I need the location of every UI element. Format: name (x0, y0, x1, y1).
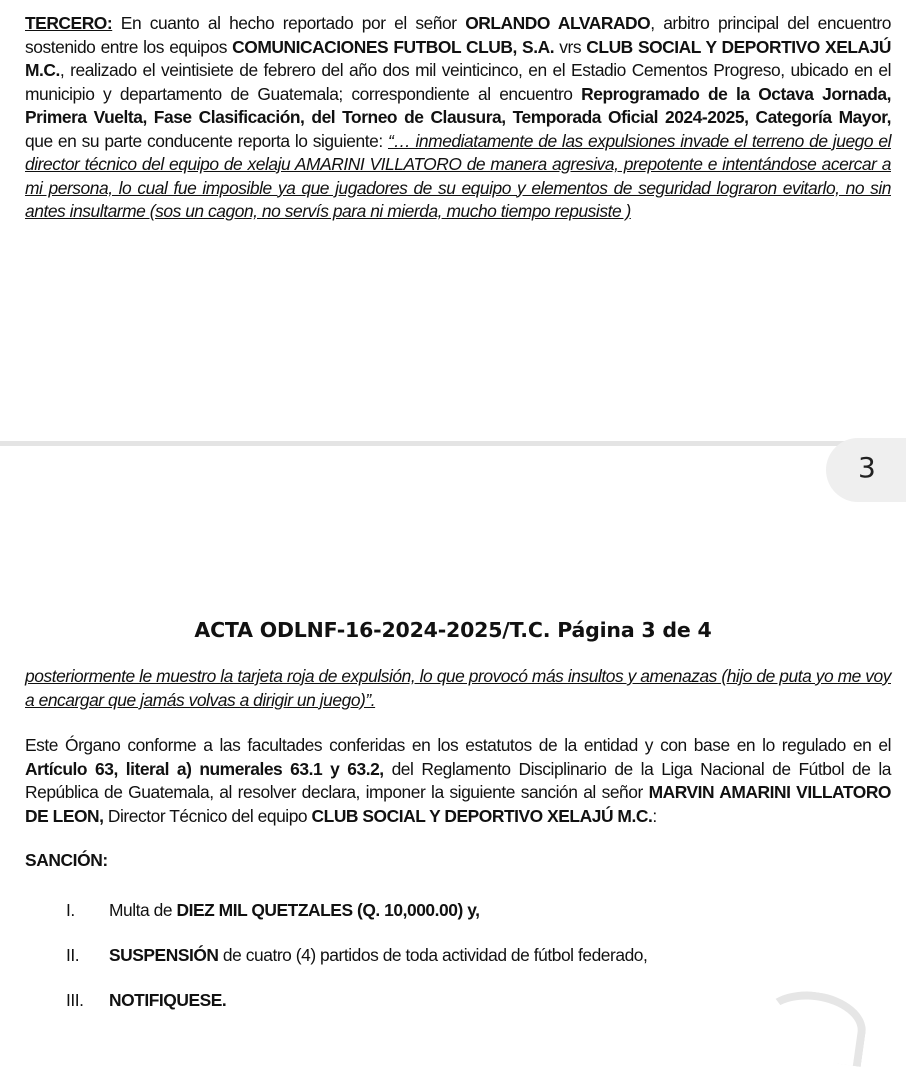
quote-continuation (25, 665, 891, 712)
loading-arc-decoration (756, 985, 870, 1067)
text-span: En cuanto al hecho reportado por el señor (112, 13, 466, 33)
team-name-2: CLUB SOCIAL Y DEPORTIVO XELAJÚ M.C. (25, 36, 891, 80)
text-span: vrs (554, 36, 587, 57)
page-number: 3 (858, 451, 876, 484)
item-text: SUSPENSIÓN de cuatro (4) partidos de toda actividad de fútbol federado, (109, 945, 648, 965)
paragraph-tercero (25, 12, 891, 224)
referee-quote: “… inmediatamente de las expulsiones invade el terreno de juego el director técnico del equipo de xelaju AMARINI VILLATORO de manera agresiva, prepotente e intentándose acercar a mi persona, lo cual fue imposible ya que jugadores de su equipo y elementos de seguridad lograron evitarlo, no sin antes insultarme (sos un cagon, no servís para ni mierda, mucho tiempo repusiste ) (25, 130, 891, 221)
item-number: II. (66, 945, 80, 965)
quote-text: posteriormente le muestro la tarjeta roja de expulsión, lo que provocó más insultos y amenazas (hijo de puta yo me voy a encargar que jamás volvas a dirigir un juego)”. (25, 666, 891, 710)
item-number: I. (66, 900, 75, 920)
resolution-paragraph (25, 734, 891, 828)
page-number-badge (826, 438, 906, 502)
text-span: , arbitro principal del encuentro sostenido entre los equipos (25, 13, 891, 57)
text-span: : (652, 805, 657, 826)
section-label: TERCERO: (25, 13, 113, 33)
text-span: que en su parte conducente reporta lo siguiente: (25, 130, 388, 151)
referee-name: ORLANDO ALVARADO (465, 13, 651, 33)
item-number: III. (66, 990, 84, 1010)
text-span: , realizado el veintisiete de febrero del año dos mil veinticinco, en el Estadio Cementos Progreso, ubicado en el municipio y departamento de Guatemala; correspondiente al encuentro (25, 60, 891, 104)
team-name-1: COMUNICACIONES FUTBOL CLUB, S.A. (232, 36, 555, 57)
acta-title: ACTA ODLNF-16-2024-2025/T.C. Página 3 de 4 (194, 618, 712, 642)
text-span: del Reglamento Disciplinario de la Liga Nacional de Fútbol de la República de Guatemala, al resolver declara, imponer la siguiente sanción al señor (25, 758, 891, 802)
item-text: Multa de DIEZ MIL QUETZALES (Q. 10,000.00) y, (109, 900, 480, 920)
text-span: Este Órgano conforme a las facultades conferidas en los estatutos de la entidad y con base en lo regulado en el (25, 735, 891, 755)
sancion-heading: SANCIÓN: (25, 850, 108, 870)
page-divider (0, 441, 906, 446)
match-description: Reprogramado de la Octava Jornada, Primera Vuelta, Fase Clasificación, del Torneo de Clausura, Temporada Oficial 2024-2025, Categoría Mayor, (25, 83, 891, 127)
sanctioned-person: MARVIN AMARINI VILLATORO DE LEON, (25, 782, 891, 826)
sanctioned-team: CLUB SOCIAL Y DEPORTIVO XELAJÚ M.C. (311, 805, 653, 826)
item-text: NOTIFIQUESE. (109, 990, 227, 1010)
text-span: Director Técnico del equipo (103, 805, 312, 826)
document-page-upper (0, 0, 906, 442)
article-reference: Artículo 63, literal a) numerales 63.1 y 63.2, (25, 758, 384, 779)
